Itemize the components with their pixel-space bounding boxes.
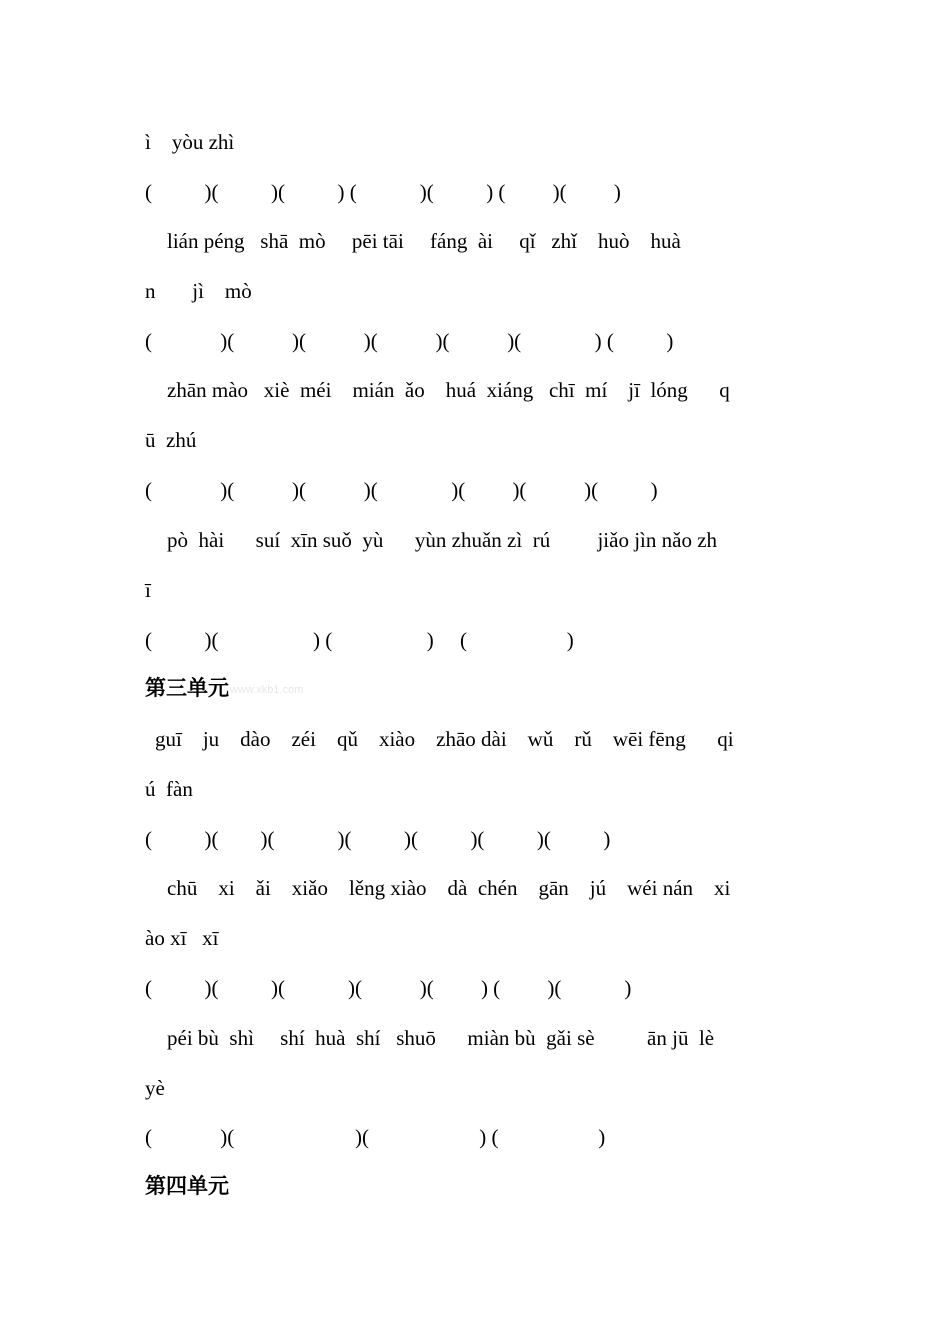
- pinyin-line-11: ào xī xī: [145, 926, 219, 950]
- bracket-line-5: ( )( )( )( )( )( )( ): [145, 827, 611, 851]
- bracket-line-7: ( )( )( ) ( ): [145, 1125, 606, 1149]
- pinyin-line-12: péi bù shì shí huà shí shuō miàn bù gǎi sè ān jū lè: [167, 1026, 715, 1050]
- bracket-line-6: ( )( )( )( )( ) ( )( ): [145, 976, 632, 1000]
- unit-4-heading: 第四单元: [145, 1174, 229, 1198]
- bracket-line-1: ( )( )( ) ( )( ) ( )( ): [145, 180, 621, 204]
- pinyin-line-13: yè: [145, 1076, 165, 1100]
- pinyin-line-3: n jì mò: [145, 279, 252, 303]
- bracket-line-2: ( )( )( )( )( )( ) ( ): [145, 329, 674, 353]
- pinyin-line-2: lián péng shā mò pēi tāi fáng ài qǐ zhǐ huò huà: [167, 229, 681, 253]
- pinyin-line-5: ū zhú: [145, 428, 197, 452]
- pinyin-line-10: chū xi ǎi xiǎo lěng xiào dà chén gān jú wéi nán xi: [167, 876, 731, 900]
- bracket-line-4: ( )( ) ( ) ( ): [145, 628, 574, 652]
- pinyin-line-1: ì yòu zhì: [145, 130, 235, 154]
- pinyin-line-6: pò hài suí xīn suǒ yù yùn zhuǎn zì rú jiǎo jìn nǎo zh: [167, 528, 718, 552]
- pinyin-line-4: zhān mào xiè méi mián ǎo huá xiáng chī mí jī lóng q: [167, 378, 730, 402]
- watermark-text: www.xkb1.com: [230, 684, 304, 696]
- pinyin-line-7: ī: [145, 578, 151, 602]
- pinyin-line-9: ú fàn: [145, 777, 193, 801]
- unit-3-heading: 第三单元: [145, 676, 229, 700]
- bracket-line-3: ( )( )( )( )( )( )( ): [145, 478, 658, 502]
- pinyin-line-8: guī ju dào zéi qǔ xiào zhāo dài wǔ rǔ wēi fēng qi: [155, 727, 734, 751]
